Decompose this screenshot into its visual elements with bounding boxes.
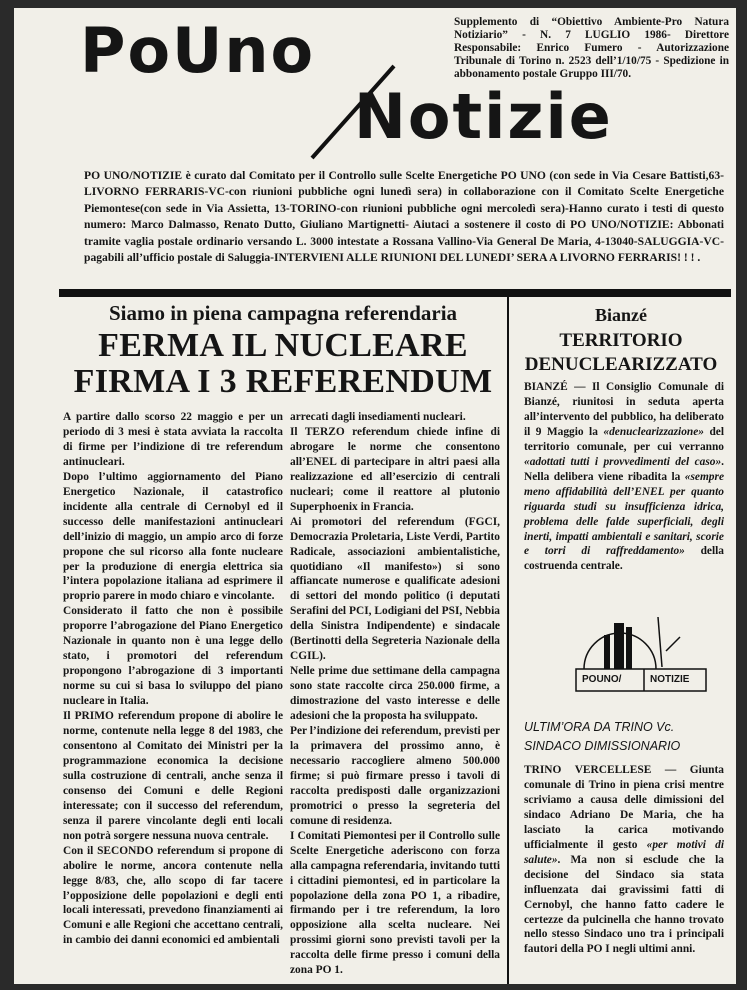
main-column-1: [63, 410, 283, 948]
update-heading: ULTIM’ORA DA TRINO Vc.: [524, 720, 675, 734]
intro-paragraph: PO UNO/NOTIZIE è curato dal Comitato per il Controllo sulle Scelte Energetiche PO UNO (con sede in Via Cesare Battisti,63-LIVORNO FERRARIS-VC-con riunioni pubbliche ogni lunedì sera) in collaborazione con il Comitato Scelte Energetiche Piemontese(con sede in Via Assietta, 13-TORINO-con riunioni pubbliche ogni mercoledì sera)-Hanno curato i testi di questo numero: Marco Dalmasso, Renato Dutto, Giuliano Martignetti- Aiutaci a sostenere il costo di PO UNO/NOTIZIE: Abbonati tramite vaglia postale ordinario versando L. 3000 intestate a Rossana Vallino-Via General De Maria, 4-13040-SALUGGIA-VC- pagabili all’ufficio postale di Saluggia-INTERVIENI ALLE RIUNIONI DEL LUNEDI’ SERA A LIVORNO FERRARIS! ! ! .: [84, 169, 724, 265]
paragraph: BIANZÉ — Il Consiglio Comunale di Bianzé, riunitosi in seduta aperta all’intervento del pubblico, ha deliberato il 9 Maggio la «denuclearizzazione» del territorio comunale, per cui verranno «adottati tutti i provvedimenti del caso». Nella delibera viene ribadita la «sempre meno affidabilità dell’ENEL per quanto riguarda studi su insufficienza idrica, problema delle falde superficiali, degli inerti, impatti ambientali e sanitari, scorie e torri di raffreddamento» della costruenda centrale.: [524, 381, 724, 573]
emblem-label-left: POUNO/: [582, 674, 622, 685]
side-headline-line-1: TERRITORIO: [559, 330, 683, 351]
update-subheading: SINDACO DIMISSIONARIO: [524, 739, 681, 753]
paragraph: Per l’indizione dei referendum, previsti per la primavera del prossimo anno, è necessario raccogliere almeno 500.000 firme; si può firmare presso i tavoli di raccolta predisposti dalle organizzazioni promotrici o presso la segreteria del comune di residenza.: [290, 725, 500, 827]
headline-line-1: FERMA IL NUCLEARE: [98, 327, 468, 364]
bianze-article: [524, 380, 724, 574]
column-divider: [507, 297, 509, 984]
newspaper-page: [14, 8, 736, 984]
section-rule: [59, 289, 731, 297]
headline-line-2: FIRMA I 3 REFERENDUM: [73, 363, 493, 400]
paragraph: TRINO VERCELLESE — Giunta comunale di Trino in piena crisi mentre scriviamo a causa delle dimissioni del sindaco Adriano De Maria, che ha lasciato la carica motivando ufficialmente il gesto «per motivi di salute». Ma non si esclude che la decisione del Sindaco sia stata influenzata dai gravissimi fatti di Cernobyl, che hanno fatto cadere le certezze da pulcinella che hanno trovato nello stesso Sindaco uno tra i principali fautori della PO I negli ultimi anni.: [524, 764, 724, 956]
paragraph: Il PRIMO referendum propone di abolire le norme, contenute nella legge 8 del 1983, che consentono al Comitato dei Ministri per la programmazione economica la decisione sulla costruzione di centrali, anche senza il consenso dei Comuni e delle Regioni interessate; con il successo del referendum, senza il parere vincolante degli enti locali non potrà sorgere nessuna nuova centrale.: [63, 710, 283, 842]
paragraph: Dopo l’ultimo aggiornamento del Piano Energetico Nazionale, il catastrofico incidente alla centrale di Cernobyl ed il successo delle manifestazioni antinucleari dell’inizio di maggio, un ampio arco di forze propone che sul ricorso alla fonte nucleare per la produzione di energia elettrica sia l’intera popolazione italiana ad esprimere il proprio parere in modo chiaro e vincolante.: [63, 470, 283, 603]
main-headline: [59, 328, 507, 400]
paragraph: Con il SECONDO referendum si propone di abolire le norme, ancora contenute nella legge 8/83, che, allo scopo di far tacere l’opposizione delle popolazioni e degli enti locali interessati, prevedono finanziamenti ai Comuni e alle Regioni che accettano centrali, in cambio dei danni economici ed ambientali: [63, 844, 283, 947]
paragraph: Ai promotori del referendum (FGCI, Democrazia Proletaria, Liste Verdi, Partito Radicale, associazioni ambientalistiche, quotidiano «Il manifesto») si sono affiancate numerose e qualificate adesioni di settori del mondo politico (i deputati Serafini del PCI, Lodigiani del PSI, Nebbia della Sinistra Indipendente) e sindacale (Bertinotti della Segreteria Nazionale della CGIL).: [290, 515, 500, 663]
paragraph: A partire dallo scorso 22 maggio e per un periodo di 3 mesi è stata avviata la raccolta di firme per l’indizione di tre referendum antinucleari.: [63, 411, 283, 468]
trino-article: [524, 763, 724, 957]
paragraph: I Comitati Piemontesi per il Controllo sulle Scelte Energetiche aderiscono con forza alla campagna referendaria, invitando tutti i cittadini piemontesi, ed in particolare la popolazione della zona PO 1, a ribadire, firmando per i tre referendum, la loro opposizione alla scelta nucleare. Nei prossimi giorni sono previsti tavoli per la raccolta delle firme presso i comuni della zona PO 1.: [290, 829, 500, 977]
pouno-emblem: [570, 611, 714, 695]
supplement-notice: Supplemento di “Obiettivo Ambiente-Pro Natura Notiziario” - N. 7 LUGLIO 1986- Direttore Responsabile: Enrico Fumero - Autorizzazione Tribunale di Torino n. 2523 dell’1/10/75 - Spedizione in abbonamento postale Gruppo III/70.: [454, 16, 729, 80]
masthead-logo-notizie: Notizie: [354, 80, 613, 153]
side-headline-line-2: DENUCLEARIZZATO: [524, 354, 718, 375]
dateline: TRINO VERCELLESE —: [524, 764, 677, 776]
dateline: BIANZÉ —: [524, 381, 586, 393]
paragraph: Nelle prime due settimane della campagna sono state raccolte circa 250.000 firme, a dimostrazione del vasto interesse e delle adesioni che la proposta ha sviluppato.: [290, 665, 500, 723]
main-column-2: [290, 410, 500, 978]
side-headline: [512, 329, 730, 377]
paragraph: arrecati dagli insediamenti nucleari.: [290, 411, 466, 423]
paragraph: Considerato il fatto che non è possibile proporre l’abrogazione del Piano Energetico Nazionale in quanto non è una legge dello stato, i promotori del referendum propongono l’abrogazione di 3 importanti norme su cui si basa lo sviluppo del piano nucleare in Italia.: [63, 605, 283, 708]
side-city-label: Bianzé: [595, 305, 647, 325]
main-kicker: Siamo in piena campagna referendaria: [108, 301, 458, 325]
paragraph: Il TERZO referendum chiede infine di abrogare le norme che consentono all’ENEL di partecipare in altri paesi alla realizzazione ed all’esercizio di centrali nucleari; come il reattore al plutonio Superphoenix in Francia.: [290, 425, 500, 513]
emblem-label-right: NOTIZIE: [650, 674, 690, 685]
masthead-logo-pouno: PoUno: [80, 14, 316, 87]
